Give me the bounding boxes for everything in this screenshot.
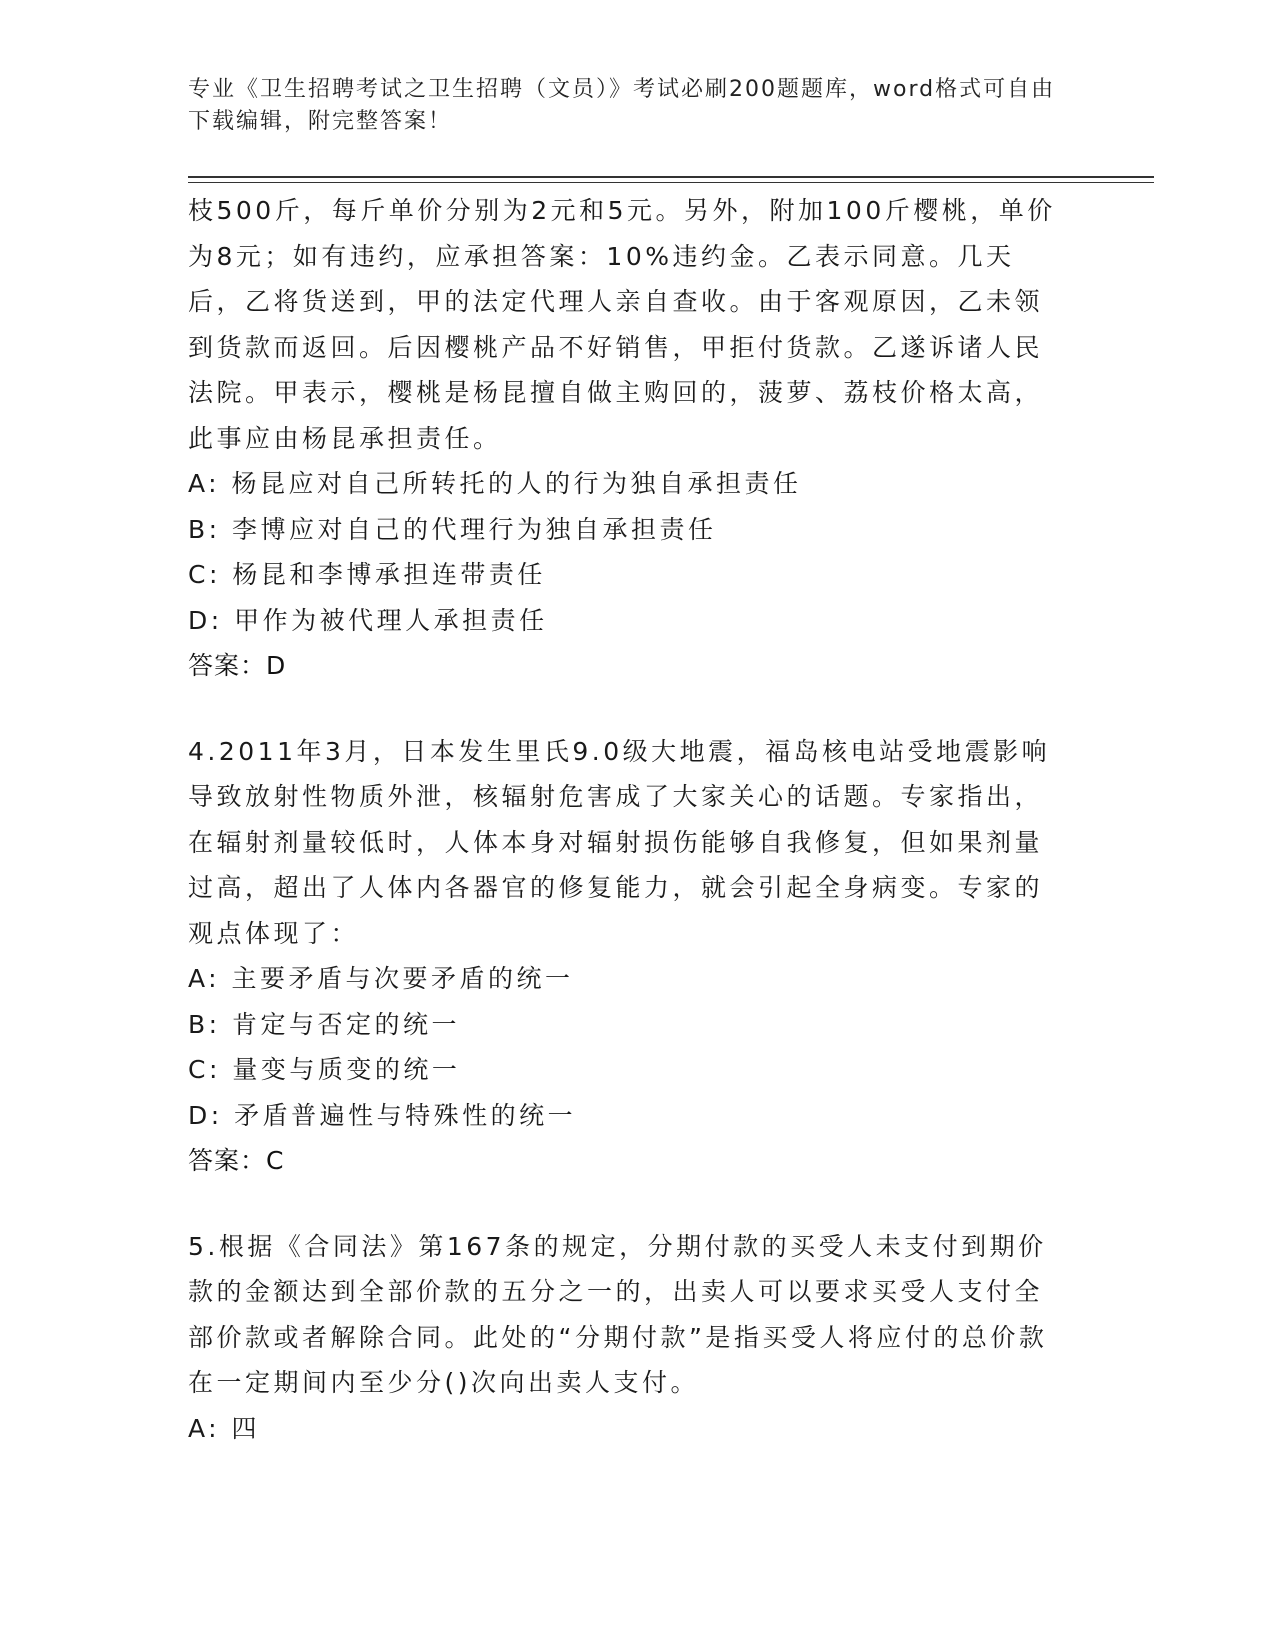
option-b: B: 李博应对自己的代理行为独自承担责任 xyxy=(188,514,717,544)
question-block xyxy=(188,1224,1068,1452)
question-block xyxy=(188,188,1068,689)
answer-line: 答案：C xyxy=(188,1146,285,1175)
spacer xyxy=(188,1184,1068,1224)
header-divider-thin xyxy=(188,182,1154,183)
spacer xyxy=(188,689,1068,729)
question-stem: 4.2011年3月，日本发生里氏9.0级大地震，福岛核电站受地震影响导致放射性物质外泄，核辐射危害成了大家关心的话题。专家指出，在辐射剂量较低时，人体本身对辐射损伤能够自我修复，但如果剂量过高，超出了人体内各器官的修复能力，就会引起全身病变。专家的观点体现了： xyxy=(188,736,1051,948)
option-d: D: 甲作为被代理人承担责任 xyxy=(188,605,548,635)
answer-line: 答案：D xyxy=(188,651,287,680)
option-c: C: 量变与质变的统一 xyxy=(188,1055,461,1084)
page-header-title: 专业《卫生招聘考试之卫生招聘（文员）》考试必刷200题题库，word格式可自由下载编辑，附完整答案！ xyxy=(188,77,1056,134)
question-block xyxy=(188,729,1068,1184)
document-content xyxy=(188,188,1068,1451)
question-stem: 枝500斤，每斤单价分别为2元和5元。另外，附加100斤樱桃，单价为8元；如有违约，应承担答案：10%违约金。乙表示同意。几天后，乙将货送到，甲的法定代理人亲自查收。由于客观原因，乙未领到货款而返回。后因樱桃产品不好销售，甲拒付货款。乙遂诉诸人民法院。甲表示，樱桃是杨昆擅自做主购回的，菠萝、荔枝价格太高，此事应由杨昆承担责任。 xyxy=(188,196,1056,453)
header-divider-thick xyxy=(188,176,1154,178)
option-a: A: 四 xyxy=(188,1413,261,1443)
option-d: D: 矛盾普遍性与特殊性的统一 xyxy=(188,1100,577,1130)
option-b: B: 肯定与否定的统一 xyxy=(188,1009,461,1039)
option-c: C: 杨昆和李博承担连带责任 xyxy=(188,560,546,589)
option-a: A: 杨昆应对自己所转托的人的行为独自承担责任 xyxy=(188,469,802,498)
option-a: A: 主要矛盾与次要矛盾的统一 xyxy=(188,964,574,993)
question-stem: 5.根据《合同法》第167条的规定，分期付款的买受人未支付到期价款的金额达到全部价款的五分之一的，出卖人可以要求买受人支付全部价款或者解除合同。此处的“分期付款”是指买受人将应付的总价款在一定期间内至少分()次向出卖人支付。 xyxy=(188,1231,1048,1397)
